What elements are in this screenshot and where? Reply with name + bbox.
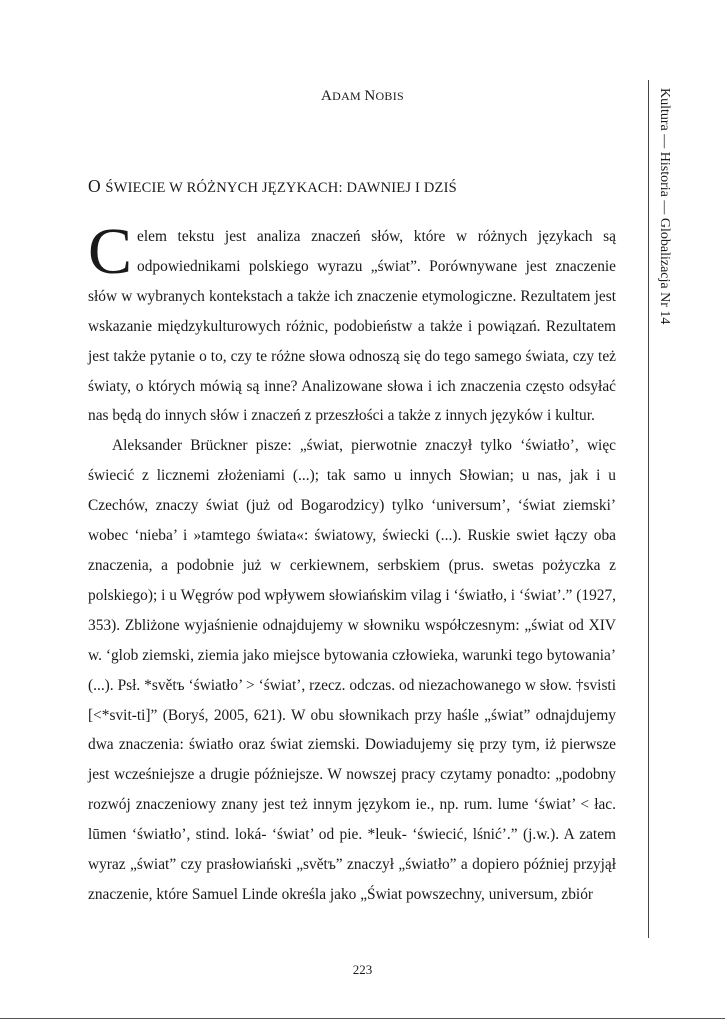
page-number: 223 xyxy=(352,962,373,977)
journal-running-head: Kultura — Historia — Globalizacja Nr 14 xyxy=(657,88,672,325)
title-rest: ŚWIECIE W RÓŻNYCH JĘZYKACH: DAWNIEJ I DZIŚ xyxy=(105,180,457,196)
author-first-rest: DAM xyxy=(332,89,365,103)
paragraph-1-text: elem tekstu jest analiza znaczeń słów, które w różnych językach są odpowiednikami polskiego wyrazu „świat”. Porównywane jest znaczenie słów w wybranych kontekstach a także ich znaczenie etymologiczne. Rezultatem jest wskazanie międzykulturowych różnic, podobieństw a także i powiązań. Rezultatem jest także pytanie o to, czy te różne słowa odnoszą się do tego samego świata, czy też światy, o których mówią są inne? Analizowane słowa i ich znaczenia często odsyłać nas będą do innych słów i znaczeń z przeszłości a także z innych języków i kultur. xyxy=(88,228,616,425)
author-last-initial: N xyxy=(364,88,376,104)
article-title xyxy=(88,176,628,197)
page-bottom-edge xyxy=(0,1018,725,1019)
title-first-word: O xyxy=(88,176,106,196)
author-first-initial: A xyxy=(320,88,333,104)
paragraph-2: Aleksander Brückner pisze: „świat, pierwotnie znaczył tylko ‘światło’, więc świecić z licznemi złożeniami (...); tak samo u innych Słowian; u nas, jak i u Czechów, znaczy świat (już od Bogarodzicy) tylko ‘universum’, ‘świat ziemski’ wobec ‘nieba’ i »tamtego świata«: światowy, świecki (...). Ruskie swiet łączy oba znaczenia, a podobnie już w cerkiewnem, serbskiem (prus. swetas pożyczka z polskiego); i u Węgrów pod wpływem słowiańskim vilag i ‘światło, i ‘świat’.” (1927, 353). Zbliżone wyjaśnienie odnajdujemy w słowniku współczesnym: „świat od XIV w. ‘glob ziemski, ziemia jako miejsce bytowania człowieka, warunki tego bytowania’ (...). Psł. *světъ ‘światło’ > ‘świat’, rzecz. odczas. od niezachowanego w słow. †svisti [<*svit-ti]” (Boryś, 2005, 621). W obu słownikach przy haśle „świat” odnajdujemy dwa znaczenia: światło oraz świat ziemski. Dowiadujemy się przy tym, iż pierwsze jest wcześniejsze a drugie późniejsze. W nowszej pracy czytamy ponadto: „podobny rozwój znaczeniowy znany jest też innym językom ie., np. rum. lume ‘świat’ < łac. lūmen ‘światło’, stind. loká- ‘świat’ od pie. *leuk- ‘świecić, lśnić’.” (j.w.). A zatem wyraz „świat” czy prasłowiański „světъ” znaczył „światło” a dopiero później przyjął znaczenie, które Samuel Linde określa jako „Świat powszechny, universum, zbiór xyxy=(88,437,616,903)
author-last-rest: OBIS xyxy=(375,89,405,103)
article-body xyxy=(88,215,616,910)
sidebar-divider xyxy=(648,80,649,938)
author-name xyxy=(0,88,725,105)
drop-cap: C xyxy=(88,215,133,288)
paragraph-1 xyxy=(88,215,616,431)
